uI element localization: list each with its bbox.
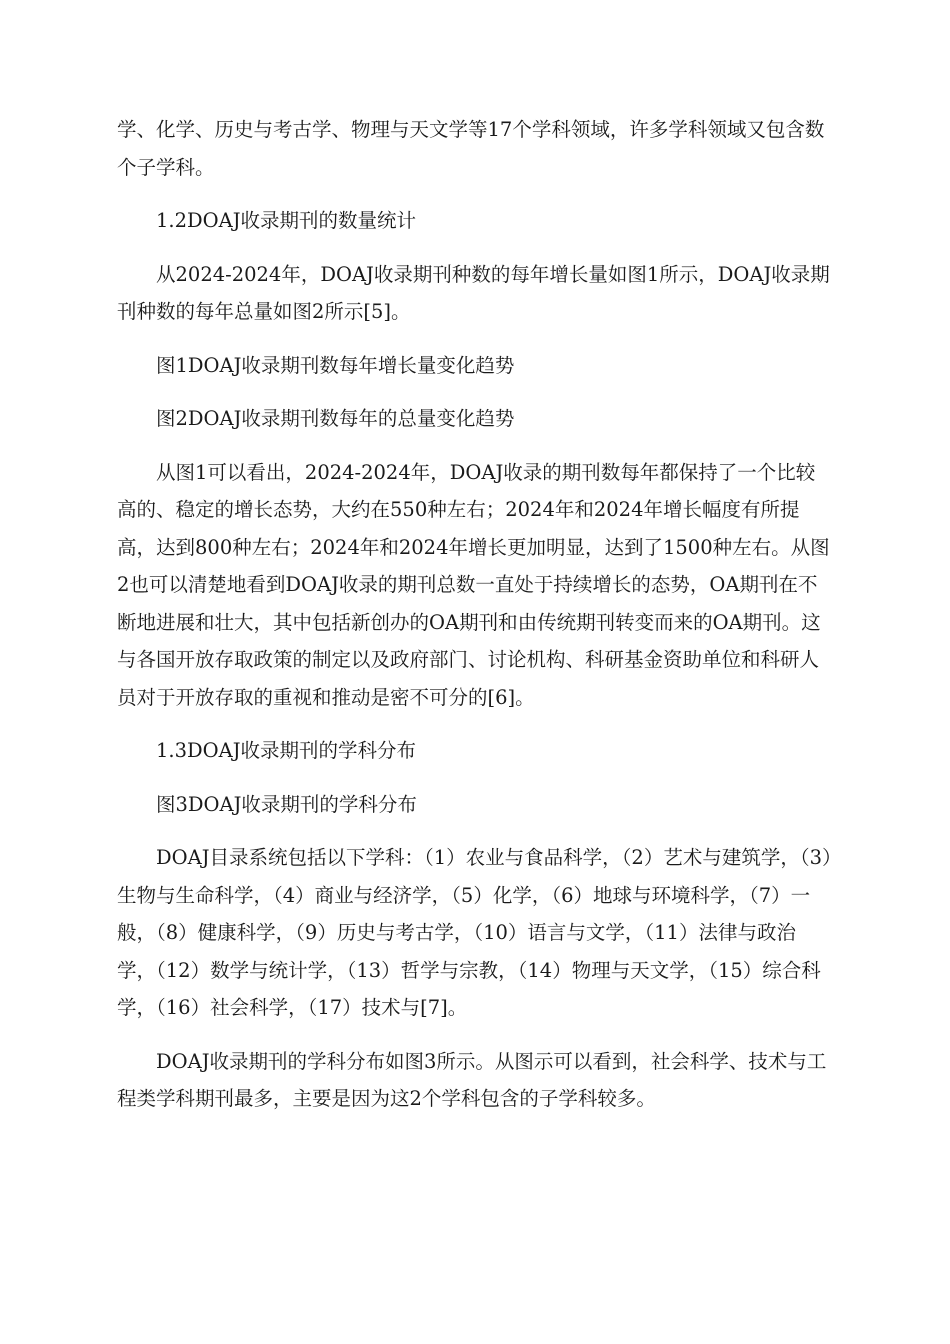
paragraph-subject-distribution: DOAJ收录期刊的学科分布如图3所示。从图示可以看到，社会科学、技术与工程类学科期刊最多，主要是因为这2个学科包含的子学科较多。 bbox=[117, 1049, 827, 1110]
paragraph-continuation: 学、化学、历史与考古学、物理与天文学等17个学科领域，许多学科领域又包含数个子学科。 bbox=[117, 118, 825, 179]
paragraph-growth-analysis: 从图1可以看出，2024-2024年，DOAJ收录的期刊数每年都保持了一个比较高的、稳定的增长态势，大约在550种左右；2024年和2024年增长幅度有所提高，达到800种左右；2024年和2024年增长更加明显，达到了1500种左右。从图2也可以清楚地看到DOAJ收录的期刊总数一直处于持续增长的态势，OA期刊在不断地进展和壮大，其中包括新创办的OA期刊和由传统期刊转变而来的OA期刊。这与各国开放存取政策的制定以及政府部门、讨论机构、科研基金资助单位和科研人员对于开放存取的重视和推动是密不可分的[6]。 bbox=[117, 460, 830, 709]
paragraph-figures-intro: 从2024-2024年，DOAJ收录期刊种数的每年增长量如图1所示，DOAJ收录期刊种数的每年总量如图2所示[5]。 bbox=[117, 262, 830, 323]
paragraph-subject-list: DOAJ目录系统包括以下学科：（1）农业与食品科学，（2）艺术与建筑学，（3）生物与生命科学，（4）商业与经济学，（5）化学，（6）地球与环境科学，（7）一般，（8）健康科学，（9）历史与考古学，（10）语言与文学，（11）法律与政治学，（12）数学与统计学，（13）哲学与宗教，（14）物理与天文学，（15）综合科学，（16）社会科学，（17）技术与[7]。 bbox=[117, 846, 832, 1019]
section-heading-1-3: 1.3DOAJ收录期刊的学科分布 bbox=[156, 739, 417, 762]
figure-caption-2: 图2DOAJ收录期刊数每年的总量变化趋势 bbox=[156, 407, 515, 430]
document-body bbox=[117, 111, 833, 1134]
figure-caption-3: 图3DOAJ收录期刊的学科分布 bbox=[156, 792, 417, 816]
section-heading-1-2: 1.2DOAJ收录期刊的数量统计 bbox=[156, 209, 417, 232]
figure-caption-1: 图1DOAJ收录期刊数每年增长量变化趋势 bbox=[156, 353, 515, 377]
